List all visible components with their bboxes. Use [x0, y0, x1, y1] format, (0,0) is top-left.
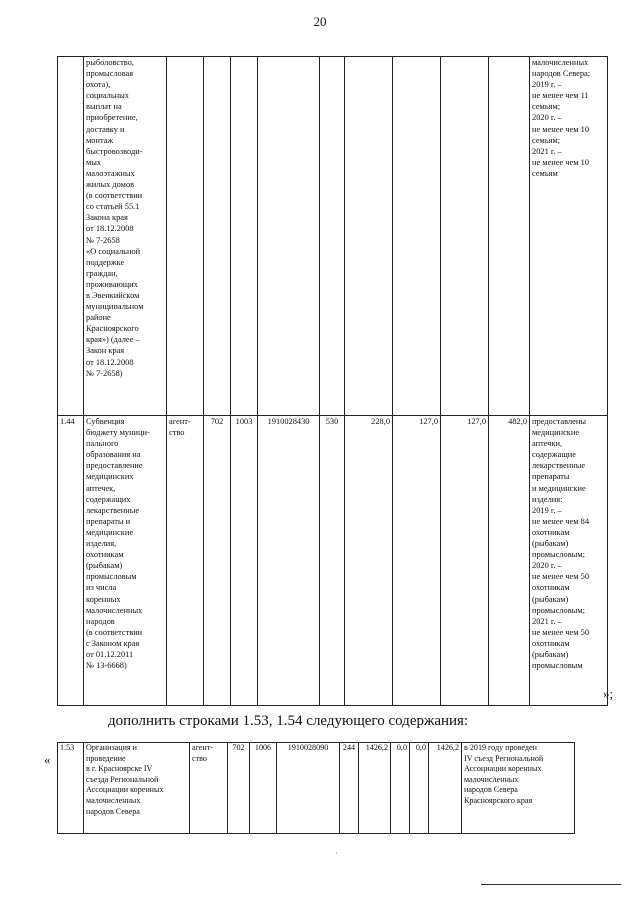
- continuation-table: [57, 56, 608, 416]
- grbs-code: 702: [204, 416, 231, 706]
- amount-2019: 1426,2: [359, 743, 391, 834]
- amount-total: 482,0: [489, 416, 530, 706]
- amount-2020: 127,0: [393, 416, 441, 706]
- table-row: [58, 416, 608, 706]
- csr-code: 1910028090: [277, 743, 340, 834]
- row-1-44-table: [57, 415, 608, 706]
- closing-quote: »;: [603, 686, 614, 701]
- measure-name: Организация и проведение в г. Красноярске IV съезда Региональной Ассоциации коренных малочисленных народов Севера: [84, 743, 190, 834]
- rzpr-code: 1006: [250, 743, 277, 834]
- amount-2021: 0,0: [410, 743, 429, 834]
- measure-name: Субвенция бюджету муници- пального образования на предоставление медицинских аптечек, содержащих лекарственные препараты и медицинские изделия, охотникам (рыбакам) промысловым из числа коренных малочисленных народов (в соответствии с Законом края от 01.12.2011 № 13-6668): [84, 416, 167, 706]
- vr-code: 530: [320, 416, 345, 706]
- amount-2020: 0,0: [391, 743, 410, 834]
- amendment-heading: дополнить строками 1.53, 1.54 следующего содержания:: [108, 713, 469, 729]
- rzpr-code: 1003: [231, 416, 258, 706]
- measure-name: рыболовство, промысловая охота), социальных выплат на приобретение, доставку и монтаж быстровозводи- мых малоэтажных жилых домов (в соответствии со статьей 55.1 Закона края от 18.12.2008 № 7-2658 «О социальной поддержке граждан, проживающих в Эвенкийском муниципальном районе Красноярского края») (далее – Закон края от 18.12.2008 № 7-2658): [84, 57, 167, 416]
- table-row: [58, 57, 608, 416]
- expected-result: предоставлены медицинские аптечки, содержащие лекарственные препараты и медицинские изделия: 2019 г. – не менее чем 84 охотникам (рыбакам) промысловым; 2020 г. – не менее чем 50 охотникам (рыбакам) промысловым; 2021 г. – не менее чем 50 охотникам (рыбакам) промысловым: [530, 416, 608, 706]
- row-number: 1.53: [58, 743, 84, 834]
- executor: агент- ство: [190, 743, 228, 834]
- executor: агент- ство: [167, 416, 204, 706]
- amount-total: 1426,2: [429, 743, 462, 834]
- table-row: [58, 743, 575, 834]
- row-1-53-table: [57, 742, 575, 834]
- row-number: 1.44: [58, 416, 84, 706]
- footer-dot: ·: [335, 848, 338, 858]
- amount-2021: 127,0: [441, 416, 489, 706]
- row-number: [58, 57, 84, 416]
- grbs-code: 702: [228, 743, 250, 834]
- footer-rule: [481, 884, 621, 885]
- expected-result: малочисленных народов Севера: 2019 г. – не менее чем 11 семьям; 2020 г. – не менее чем 10 семьям; 2021 г. – не менее чем 10 семьям: [530, 57, 608, 416]
- amount-2019: 228,0: [345, 416, 393, 706]
- expected-result: в 2019 году проведен IV съезд Региональной Ассоциации коренных малочисленных народов Севера Красноярского края: [462, 743, 575, 834]
- vr-code: 244: [340, 743, 359, 834]
- opening-quote: «: [44, 752, 51, 767]
- page-number: 20: [313, 14, 327, 29]
- csr-code: 1910028430: [258, 416, 320, 706]
